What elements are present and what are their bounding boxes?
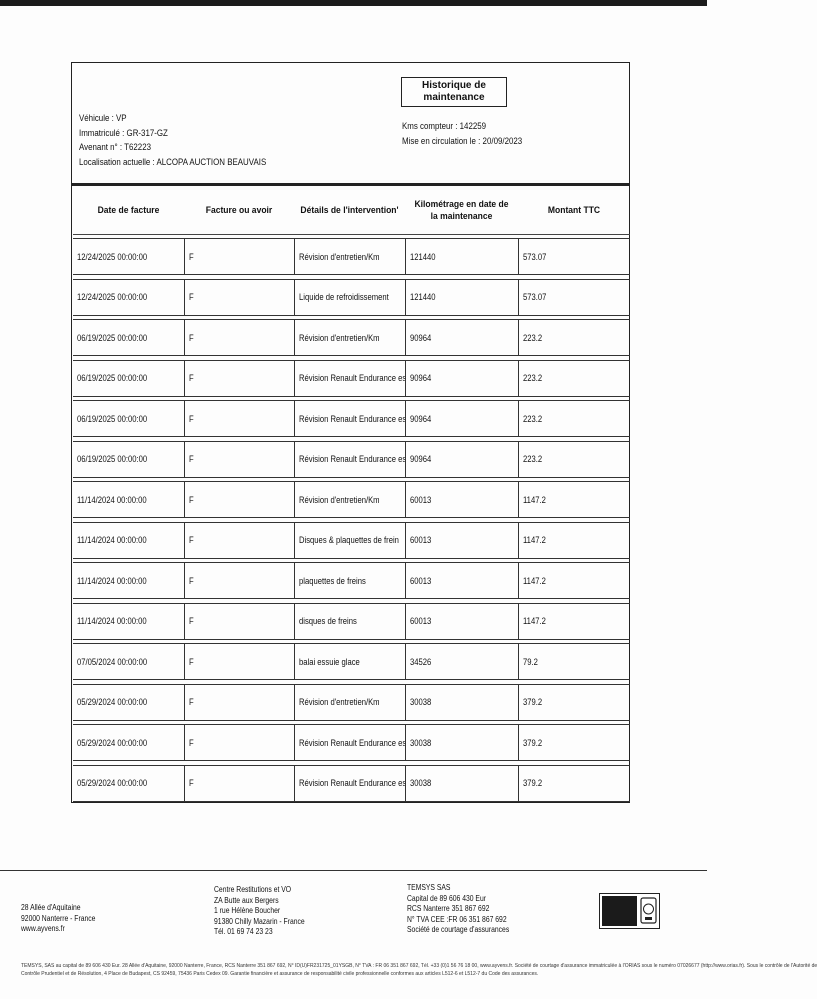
- cell-amount-text: 379.2: [523, 737, 543, 748]
- table-row: [73, 279, 630, 316]
- cell-mileage-text: 60013: [410, 535, 432, 545]
- cell-details: [294, 401, 405, 436]
- footer-address-line: 92000 Nanterre - France: [21, 913, 96, 923]
- cell-date-text: 07/05/2024 00:00:00: [77, 656, 148, 667]
- cell-mileage: [405, 361, 518, 396]
- cell-type: [184, 766, 294, 801]
- cell-amount-text: 379.2: [523, 778, 543, 788]
- counter-info: [402, 119, 522, 148]
- footer-rule: [0, 870, 707, 871]
- col-header-details: Détails de l'intervention': [300, 205, 399, 216]
- col-header-amount: Montant TTC: [547, 205, 601, 216]
- cell-mileage: [405, 320, 518, 355]
- cell-mileage-text: 121440: [410, 292, 436, 302]
- cell-details: [294, 685, 405, 720]
- vehicle-info: [79, 111, 266, 169]
- cell-mileage-text: 90964: [410, 332, 432, 343]
- col-header-type: Facture ou avoir: [205, 205, 273, 216]
- cell-amount: [518, 685, 630, 720]
- legal-notice-line: Contrôle Prudentiel et de Résolution, 4 Place de Budapest, CS 92459, 75436 Paris Cedex 09. Garantie financière et assurance de responsabilité civile professionnelle conformes aux articles L512-6 et L512-7 du Code des assurances.: [21, 971, 539, 977]
- cell-date: [73, 685, 184, 720]
- table-row: [73, 643, 630, 680]
- cell-details: [294, 523, 405, 558]
- cell-amount: [518, 604, 630, 639]
- cell-date-text: 06/19/2025 00:00:00: [77, 454, 148, 464]
- footer-restitution-line: Centre Restitutions et VO: [214, 885, 292, 894]
- cell-details-text: Révision Renault Endurance es: [299, 737, 407, 748]
- cell-amount: [518, 766, 630, 801]
- cell-type-text: F: [189, 616, 194, 626]
- odometer: Kms compteur : 142259: [402, 121, 487, 131]
- cell-amount: [518, 563, 630, 598]
- cell-date-text: 12/24/2025 00:00:00: [77, 292, 148, 302]
- cell-amount-text: 79.2: [523, 656, 538, 667]
- table-row: [73, 603, 630, 640]
- cell-details-text: Révision d'entretien/Km: [299, 494, 380, 505]
- vehicle-registration: Immatriculé : GR-317-GZ: [79, 127, 168, 138]
- cell-type-text: F: [189, 251, 194, 262]
- cell-details-text: Révision d'entretien/Km: [299, 697, 380, 707]
- cell-mileage: [405, 725, 518, 760]
- cell-mileage: [405, 563, 518, 598]
- cell-mileage: [405, 442, 518, 477]
- cell-details: [294, 644, 405, 679]
- col-header-mileage: Kilométrage en date de la maintenance: [414, 199, 509, 222]
- cell-type: [184, 644, 294, 679]
- cell-mileage: [405, 401, 518, 436]
- cell-mileage-text: 34526: [410, 656, 432, 667]
- cell-date-text: 05/29/2024 00:00:00: [77, 697, 148, 707]
- cell-amount-text: 573.07: [523, 251, 547, 262]
- cell-mileage: [405, 604, 518, 639]
- cell-amount: [518, 644, 630, 679]
- legal-notice-line: TEMSYS, SAS au capital de 89 606 430 Eur. 28 Allée d'Aquitaine, 92000 Nanterre, France, RCS Nanterre 351 867 692, N° ID(U)FR231725_01YSGB, N° TVA : FR 06 351 867 692, Tél. +33 (0)1 56 76 18 00, www.ayvens.fr. Société de courtage d'assurance immatriculée à l'ORIAS sous le numéro 07026677 (http://www.orias.fr). Sous le contrôle de l'Autorité de: [21, 963, 817, 969]
- table-row: [73, 481, 630, 518]
- cell-amount-text: 1147.2: [523, 535, 546, 545]
- cell-amount-text: 223.2: [523, 332, 543, 343]
- cell-mileage: [405, 523, 518, 558]
- cell-type-text: F: [189, 373, 194, 383]
- cell-mileage-text: 60013: [410, 575, 432, 586]
- table-row: [73, 684, 630, 721]
- cell-date: [73, 442, 184, 477]
- certification-badge: [599, 893, 660, 929]
- cell-amount: [518, 401, 630, 436]
- cell-date: [73, 361, 184, 396]
- cell-date: [73, 644, 184, 679]
- cell-mileage-text: 30038: [410, 778, 432, 788]
- cell-type-text: F: [189, 697, 194, 707]
- cell-details: [294, 482, 405, 517]
- cell-type-text: F: [189, 413, 194, 424]
- cell-details: [294, 280, 405, 315]
- cell-amount: [518, 442, 630, 477]
- cell-type-text: F: [189, 737, 194, 748]
- cell-date-text: 06/19/2025 00:00:00: [77, 373, 148, 383]
- cell-type-text: F: [189, 656, 194, 667]
- cell-mileage-text: 60013: [410, 616, 432, 626]
- scan-top-edge: [0, 0, 707, 6]
- footer-company: [407, 883, 509, 936]
- cell-details: [294, 320, 405, 355]
- cell-date: [73, 604, 184, 639]
- cell-mileage-text: 60013: [410, 494, 432, 505]
- cell-details-text: disques de freins: [299, 616, 357, 626]
- document-title-line2: maintenance: [423, 92, 485, 103]
- cell-amount-text: 379.2: [523, 697, 543, 707]
- footer-address-line: 28 Allée d'Aquitaine: [21, 903, 81, 912]
- cell-date: [73, 482, 184, 517]
- cell-amount-text: 223.2: [523, 413, 543, 424]
- cell-mileage-text: 121440: [410, 251, 436, 262]
- cell-mileage: [405, 482, 518, 517]
- cell-type-text: F: [189, 494, 194, 505]
- cell-amount: [518, 280, 630, 315]
- cell-date: [73, 280, 184, 315]
- header-separator: [71, 183, 630, 186]
- legal-notice: [21, 962, 817, 978]
- cell-type-text: F: [189, 332, 194, 343]
- cell-date-text: 11/14/2024 00:00:00: [77, 616, 147, 626]
- registration-date: Mise en circulation le : 20/09/2023: [402, 135, 523, 146]
- cell-amount-text: 573.07: [523, 292, 547, 302]
- table-row: [73, 238, 630, 275]
- cell-details-text: Liquide de refroidissement: [299, 292, 389, 302]
- cell-details: [294, 604, 405, 639]
- cell-type: [184, 401, 294, 436]
- cell-amount: [518, 361, 630, 396]
- cell-date-text: 05/29/2024 00:00:00: [77, 737, 148, 748]
- footer-company-line: Capital de 89 606 430 Eur: [407, 893, 487, 903]
- cell-amount-text: 1147.2: [523, 616, 546, 626]
- table-row: [73, 562, 630, 599]
- cell-amount-text: 1147.2: [523, 575, 546, 586]
- table-row: [73, 319, 630, 356]
- cell-details: [294, 563, 405, 598]
- cell-amount-text: 1147.2: [523, 494, 546, 505]
- footer-restitution-line: ZA Butte aux Bergers: [214, 895, 279, 905]
- cell-date: [73, 239, 184, 274]
- cell-details: [294, 442, 405, 477]
- cell-details: [294, 766, 405, 801]
- cell-mileage-text: 90964: [410, 413, 432, 424]
- footer-company-line: RCS Nanterre 351 867 692: [407, 904, 490, 913]
- certification-seal-icon: [640, 897, 657, 924]
- table-row: [73, 765, 630, 802]
- cell-type-text: F: [189, 575, 194, 586]
- cell-details-text: Révision Renault Endurance es: [299, 373, 407, 383]
- cell-type-text: F: [189, 292, 194, 302]
- cell-mileage-text: 30038: [410, 737, 432, 748]
- cell-mileage-text: 30038: [410, 697, 432, 707]
- cell-amount: [518, 482, 630, 517]
- cell-date: [73, 320, 184, 355]
- cell-mileage-text: 90964: [410, 454, 432, 464]
- cell-mileage: [405, 644, 518, 679]
- cell-details-text: Révision Renault Endurance es: [299, 778, 407, 788]
- cell-date: [73, 766, 184, 801]
- cell-mileage: [405, 685, 518, 720]
- col-header-date: Date de facture: [97, 205, 160, 216]
- vehicle-location: Localisation actuelle : ALCOPA AUCTION BEAUVAIS: [79, 156, 267, 167]
- cell-amount: [518, 523, 630, 558]
- cell-amount: [518, 320, 630, 355]
- cell-type: [184, 361, 294, 396]
- cell-type: [184, 239, 294, 274]
- cell-mileage: [405, 766, 518, 801]
- cell-type: [184, 523, 294, 558]
- document-title-box: [401, 77, 507, 107]
- cell-amount: [518, 239, 630, 274]
- cell-mileage-text: 90964: [410, 373, 432, 383]
- footer-restitution-phone: Tél. 01 69 74 23 23: [214, 927, 273, 936]
- cell-details-text: balai essuie glace: [299, 656, 360, 667]
- cell-amount-text: 223.2: [523, 373, 543, 383]
- vehicle-amendment: Avenant n° : T62223: [79, 142, 152, 152]
- badge-dark-panel: [602, 896, 637, 926]
- cell-type: [184, 320, 294, 355]
- cell-type: [184, 442, 294, 477]
- cell-type-text: F: [189, 454, 194, 464]
- header-underline: [73, 234, 630, 235]
- cell-details-text: plaquettes de freins: [299, 575, 366, 586]
- footer-company-line: N° TVA CEE :FR 06 351 867 692: [407, 914, 507, 924]
- table-row: [73, 724, 630, 761]
- footer-restitution: [214, 885, 305, 938]
- cell-details: [294, 725, 405, 760]
- cell-type: [184, 280, 294, 315]
- footer-company-line: Société de courtage d'assurances: [407, 925, 510, 934]
- cell-type: [184, 482, 294, 517]
- cell-date-text: 11/14/2024 00:00:00: [77, 535, 147, 545]
- cell-date-text: 06/19/2025 00:00:00: [77, 332, 148, 343]
- footer-company-line: TEMSYS SAS: [407, 883, 451, 892]
- cell-type: [184, 725, 294, 760]
- footer-address: [21, 903, 95, 935]
- cell-date: [73, 563, 184, 598]
- document-title-line1: Historique de: [422, 80, 486, 91]
- footer-restitution-line: 91380 Chilly Mazarin - France: [214, 916, 305, 926]
- table-row: [73, 441, 630, 478]
- cell-mileage: [405, 239, 518, 274]
- cell-date-text: 06/19/2025 00:00:00: [77, 413, 148, 424]
- cell-type: [184, 563, 294, 598]
- footer-website: www.ayvens.fr: [21, 924, 65, 933]
- cell-date-text: 05/29/2024 00:00:00: [77, 778, 148, 788]
- cell-type: [184, 685, 294, 720]
- cell-type: [184, 604, 294, 639]
- cell-details-text: Disques & plaquettes de frein: [299, 535, 399, 545]
- cell-date: [73, 523, 184, 558]
- cell-details: [294, 239, 405, 274]
- table-row: [73, 522, 630, 559]
- cell-type-text: F: [189, 535, 194, 545]
- footer-restitution-line: 1 rue Hélène Boucher: [214, 906, 281, 915]
- cell-date-text: 11/14/2024 00:00:00: [77, 494, 147, 505]
- vehicle-type: Véhicule : VP: [79, 113, 127, 123]
- cell-date: [73, 401, 184, 436]
- cell-mileage: [405, 280, 518, 315]
- cell-details: [294, 361, 405, 396]
- table-row: [73, 360, 630, 397]
- cell-details-text: Révision Renault Endurance es: [299, 454, 407, 464]
- cell-details-text: Révision d'entretien/Km: [299, 332, 380, 343]
- cell-amount-text: 223.2: [523, 454, 543, 464]
- table-row: [73, 400, 630, 437]
- cell-date-text: 12/24/2025 00:00:00: [77, 251, 148, 262]
- cell-amount: [518, 725, 630, 760]
- cell-date-text: 11/14/2024 00:00:00: [77, 575, 147, 586]
- cell-type-text: F: [189, 778, 194, 788]
- cell-details-text: Révision d'entretien/Km: [299, 251, 380, 262]
- cell-details-text: Révision Renault Endurance es: [299, 413, 407, 424]
- cell-date: [73, 725, 184, 760]
